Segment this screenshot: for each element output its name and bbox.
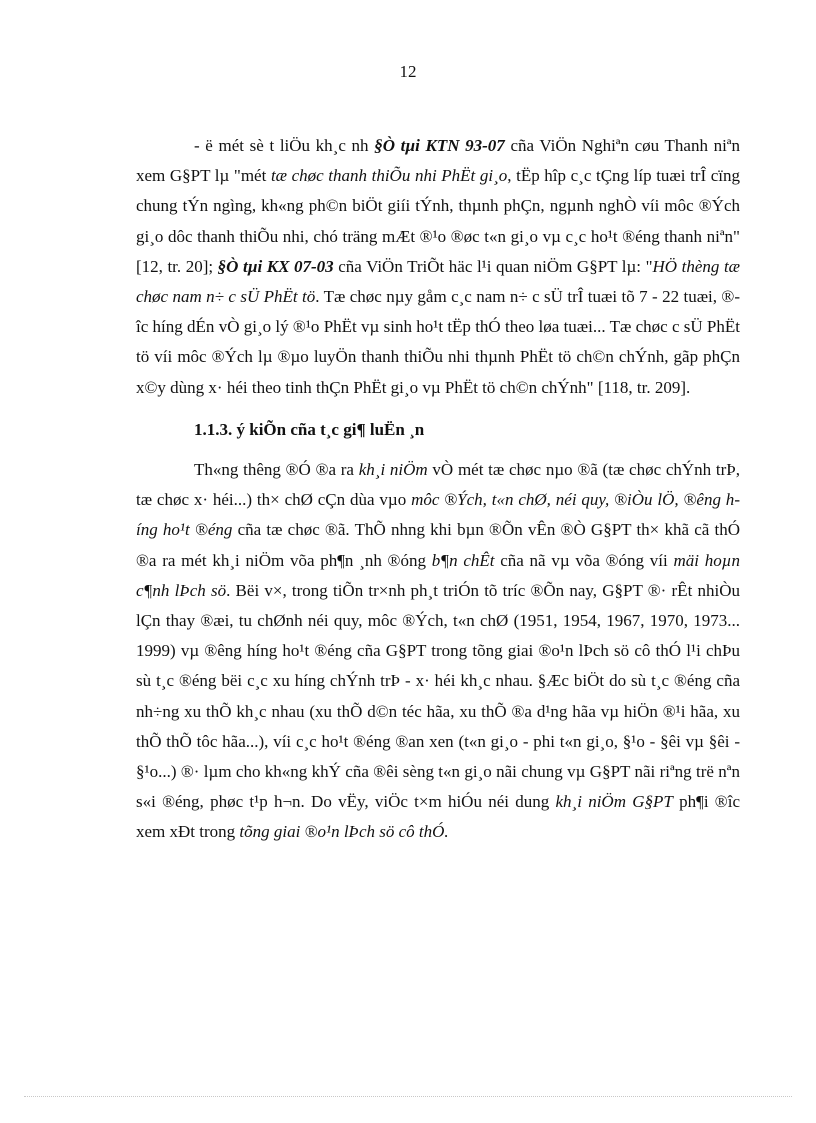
text-run: kh¸i niÖm G§PT [555, 792, 673, 812]
text-run: vÒ mét tæ chøc nµo ®ã (tæ chøc chÝnh trÞ, tæ chøc x· héi...) th× chØ cÇn dùa vµo [136, 460, 741, 510]
text-run: §Ò tµi KX 07-03 [217, 256, 334, 276]
text-run: , tËp hîp c¸c tÇng líp tuæi trÎ cïng chung tÝn ngìng, kh«ng ph©n biÖt giíi tÝnh, thµnh phÇn, ngµnh nghÒ víi môc ®Ých gi¸o dôc thanh thiÕu nhi, chó träng mÆt ®¹o ®øc t«n gi¸o vµ c¸c ho¹t ®éng thanh niªn" [12, tr. 20]; [136, 166, 740, 276]
text-run: cña nã vµ võa ®óng víi [494, 550, 674, 570]
text-run: mäi hoµn c¶nh lÞch sö [136, 550, 740, 600]
text-run: - ë mét sè t liÖu kh¸c nh [194, 136, 375, 155]
text-run: tõng giai ®o¹n lÞch sö cô thÓ. [239, 822, 449, 842]
section-heading: 1.1.3. ý kiÕn cña t¸c gi¶ luËn ¸n [194, 419, 425, 439]
page-number: 12 [399, 62, 417, 81]
text-run: ph¶i ®îc xem xÐt trong [136, 792, 740, 842]
text-run: . Bëi v×, trong tiÕn tr×nh ph¸t triÓn tõ tríc ®Õn nay, G§PT ®· rÊt nhiÒu lÇn thay ®æi, tu chØnh néi quy, môc ®Ých, t«n chØ (1951, 1954, 1967, 1970, 1973... 1999) vµ ®êng híng ho¹t ®éng cña G§PT trong tõng giai ®o¹n lÞch sö cô thÓ l¹i chÞu sù t¸c ®éng bëi c¸c xu híng chÝnh trÞ - x· héi kh¸c nhau. §Æc biÖt do sù t¸c ®éng cña nh÷ng xu thÕ kh¸c nhau (xu thÕ d©n téc hãa, xu thÕ ®a d¹ng hãa vµ hiÖn ®¹i hãa, xu thÕ thÕ tôc hãa...), víi c¸c ho¹t ®éng ®an xen (t«n gi¸o - phi t«n gi¸o, §¹o - §êi vµ §êi - §¹o...) ®· lµm cho kh«ng khÝ cña ®êi sèng t«n gi¸o nãi chung vµ G§PT nãi riªng trë nªn s«i ®éng, phøc t¹p h¬n. Do vËy, viÖc t×m hiÓu néi dung [136, 580, 740, 812]
text-run: b¶n chÊt [431, 550, 495, 570]
page-bottom-divider [24, 1096, 792, 1097]
text-run: . Tæ chøc nµy gåm c¸c nam n÷ c sÜ trÎ tuæi tõ 7 - 22 tuæi, ®îc híng dÉn vÒ gi¸o lý ®¹o PhËt vµ sinh ho¹t tËp thÓ theo løa tuæi... Tæ chøc c sÜ PhËt tö víi môc ®Ých lµ ®µo luyÖn thanh thiÕu nhi thµnh PhËt tö ch©n chÝnh, gãp phÇn x©y dùng x· héi theo tinh thÇn PhËt gi¸o vµ PhËt tö ch©n chÝnh" [118, tr. 209]. [136, 287, 740, 397]
document-body [136, 131, 740, 848]
text-run: tæ chøc thanh thiÕu nhi PhËt gi¸o [270, 166, 508, 186]
text-run: §Ò tµi KTN 93-07 [374, 136, 505, 155]
text-run: Th«ng thêng ®Ó ®a ra [194, 460, 359, 480]
text-run: cña ViÖn Nghiªn cøu Thanh niªn xem G§PT lµ "mét [136, 136, 740, 186]
text-run: HÖ thèng tæ chøc nam n÷ c sÜ PhËt tö [136, 256, 741, 307]
text-run: cña ViÖn TriÕt häc l¹i quan niÖm G§PT lµ: " [333, 256, 653, 276]
text-run: kh¸i niÖm [358, 460, 428, 480]
paragraph-definitions [136, 131, 740, 403]
paragraph-author-opinion [136, 455, 740, 848]
text-run: môc ®Ých, t«n chØ, néi quy, ®iÒu lÖ, ®êng híng ho¹t ®éng [136, 490, 740, 540]
text-run: cña tæ chøc ®ã. ThÕ nhng khi bµn ®Õn vÊn ®Ò G§PT th× khã cã thÓ ®a ra mét kh¸i niÖm võa ph¶n ¸nh ®óng [136, 520, 740, 570]
